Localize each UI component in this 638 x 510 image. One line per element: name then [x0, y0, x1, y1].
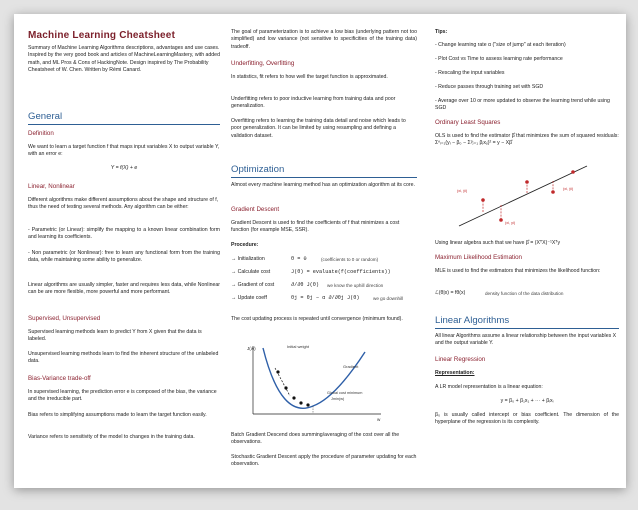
representation-label: Representation:: [435, 370, 475, 376]
section-linear-algorithms: Linear Algorithms: [435, 315, 510, 326]
parametric-text: - Parametric (or Linear): simplify the mapping to a known linear combination form and learning its coefficients.: [28, 227, 220, 241]
representation-formula: y = β₀ + β₁x₁ + ⋯ + βᵢxᵢ: [500, 398, 554, 404]
tip-item: - Plot Cost vs Time to assess learning rate performance: [435, 56, 563, 62]
data-point: [551, 190, 555, 194]
linear-regression-heading: Linear Regression: [435, 356, 486, 363]
beta-text: β₀ is usually called intercept or bias coefficient. The dimension of the hyperplane of the regression is its complexity.: [435, 412, 619, 426]
step-formula: θ = 0: [291, 256, 307, 262]
repeat-text: The cost updating process is repeated until convergence (minimum found).: [231, 316, 403, 322]
step-note: we know the uphill direction: [327, 283, 384, 288]
procedure-step: [231, 269, 417, 281]
bias-variance-text-1: In supervised learning, the prediction error e is composed of the bias, the variance and the irreducible part.: [28, 389, 217, 403]
fit-text: In statistics, fit refers to how well the target function is approximated.: [231, 74, 388, 80]
linear-note-text: Linear algorithms are usually simpler, faster and requires less data, while Nonlinear can be are more flexible, more powerful and more performant.: [28, 282, 220, 296]
data-point: [571, 170, 575, 174]
descent-point: [306, 403, 309, 406]
procedure-step: [231, 295, 417, 307]
definition-formula: Y = f(X) + e: [110, 165, 138, 171]
definition-heading: Definition: [28, 130, 54, 137]
section-rule: [435, 328, 619, 329]
section-rule: [231, 177, 417, 178]
overfitting-text: Overfitting refers to learning the training data detail and noise which leads to poor generalization. It can be limited by using resampling and defining a validation dataset.: [231, 118, 406, 139]
bias-variance-text-2: Bias refers to simplifying assumptions made to learn the target function easily.: [28, 412, 207, 418]
data-point: [481, 198, 485, 202]
intro-text: Summary of Machine Learning Algorithms descriptions, advantages and use cases. Inspired by the very good book and articles of MachineLearningMastery, with added math, and ML Pros & Cons of HackingNote. Design inspired by The Probability Cheatsheet of W. Chen. Written by Rémi Canard.: [28, 45, 220, 74]
ols-point-label: (xi, ŷi): [563, 187, 574, 191]
diagram-jmin-label: Jmin(w): [331, 397, 345, 401]
parameterization-text: The goal of parameterization is to achieve a low bias (underlying pattern not too simplified) and low variance (not sensitive to specificities of the training data) tradeoff.: [231, 29, 417, 50]
linear-nonlinear-heading: Linear, Nonlinear: [28, 183, 75, 190]
column-1: [28, 14, 220, 488]
column-2: [231, 14, 417, 488]
diagram-global-label: Global cost minimum: [327, 391, 363, 395]
section-optimization: Optimization: [231, 164, 285, 175]
diagram-gradient-label: Gradient: [343, 364, 359, 369]
step-formula: ∂/∂θ J(θ): [291, 282, 320, 288]
regression-line: [459, 166, 587, 226]
linear-nonlinear-text: Different algorithms make different assumptions about the shape and structure of f, thus the need of testing several methods. Any algorithm can be either:: [28, 197, 219, 211]
cheatsheet-page: [14, 14, 626, 488]
descent-point: [299, 401, 302, 404]
nonparametric-text: - Non parametric (or Nonlinear): free to learn any functional form from the training data, while maintaining some ability to generalize.: [28, 250, 220, 264]
section-rule: [28, 124, 220, 125]
mle-formula: ℒ(θ|x) = fθ(x): [435, 290, 466, 296]
diagram-y-label: J(w): [247, 346, 256, 351]
step-formula: θj = θj − α ∂/∂θj J(θ): [291, 295, 360, 301]
bias-variance-heading: Bias-Variance trade-off: [28, 375, 91, 382]
tip-item: - Change learning rate α ("size of jump" at each iteration): [435, 42, 566, 48]
optimization-text: Almost every machine learning method has an optimization algorithm at its core.: [231, 182, 415, 188]
descent-point: [292, 396, 295, 399]
batch-gd-text: Batch Gradient Descend does summing/averaging of the cost over all the observations.: [231, 432, 400, 446]
step-label: → Gradient of cost: [231, 282, 275, 288]
linear-algorithms-text: All linear Algorithms assume a linear relationship between the input variables X and the output variable Y.: [435, 333, 617, 347]
definition-text: We want to learn a target function f that maps input variables X to output variable Y, with an error e:: [28, 144, 220, 158]
tip-item: - Reduce passes through training set with SGD: [435, 84, 544, 90]
cost-curve: [263, 348, 365, 408]
underfitting-heading: Underfitting, Overfitting: [231, 60, 295, 67]
tip-item: - Average over 10 or more updated to observe the learning trend while using SGD: [435, 98, 610, 112]
representation-text: A LR model representation is a linear equation:: [435, 384, 543, 390]
step-formula: J(θ) = evaluate(f(coefficients)): [291, 269, 391, 275]
mle-text: MLE is used to find the estimators that minimizes the likelihood function:: [435, 268, 601, 274]
ols-heading: Ordinary Least Squares: [435, 119, 501, 126]
bias-variance-text-3: Variance refers to sensitivity of the model to changes in the training data.: [28, 434, 195, 440]
diagram-x-label: w: [377, 417, 381, 422]
ols-point-label: (xi, ŷi): [457, 189, 468, 193]
gradient-descent-diagram: [231, 338, 417, 422]
gradient-descent-heading: Gradient Descent: [231, 206, 280, 213]
tip-item: - Rescaling the input variables: [435, 70, 505, 76]
supervised-heading: Supervised, Unsupervised: [28, 315, 101, 322]
procedure-step: [231, 256, 417, 268]
gradient-descent-text: Gradient Descent is used to find the coefficients of f that minimizes a cost function (for example MSE, SSR).: [231, 220, 400, 234]
column-3: [435, 14, 619, 488]
underfitting-text: Underfitting refers to poor inductive learning from training data and poor generalization.: [231, 96, 396, 110]
tips-heading: Tips:: [435, 29, 448, 35]
mle-note: density function of the data distribution: [485, 291, 564, 296]
step-note: (coefficients to 0 or random): [321, 257, 379, 262]
data-point: [525, 180, 529, 184]
stochastic-gd-text: Stochastic Gradient Descent apply the procedure of parameter updating for each observation.: [231, 454, 417, 468]
sheet-title: Machine Learning Cheatsheet: [28, 30, 176, 41]
gradient-arrow: [275, 368, 290, 396]
step-label: → Calculate cost: [231, 269, 271, 275]
diagram-initial-label: Initial weight: [287, 344, 310, 349]
step-label: → Initialization: [231, 256, 265, 262]
ols-after-text: Using linear algebra such that we have β̂ = (XᵀX)⁻¹Xᵀy: [435, 240, 561, 246]
unsupervised-text: Unsupervised learning methods learn to find the inherent structure of the unlabeled data.: [28, 351, 219, 365]
ols-point-label: (xi, yi): [505, 221, 516, 225]
ols-diagram: [455, 158, 605, 230]
mle-heading: Maximum Likelihood Estimation: [435, 254, 523, 261]
supervised-text: Supervised learning methods learn to predict Y from X given that the data is labeled.: [28, 329, 202, 343]
data-point: [499, 218, 503, 222]
ols-text: OLS is used to find the estimator β̂ that minimizes the sum of squared residuals: Σⁿᵢ₌₁(yᵢ − β₀ − Σᵖⱼ₌₁ βⱼxᵢⱼ)² = y − Xβ̂: [435, 133, 619, 147]
procedure-step: [231, 282, 417, 294]
step-note: we go downhill: [373, 296, 404, 301]
section-general: General: [28, 111, 63, 122]
step-label: → Update coeff: [231, 295, 267, 301]
procedure-label: Procedure:: [231, 242, 259, 248]
